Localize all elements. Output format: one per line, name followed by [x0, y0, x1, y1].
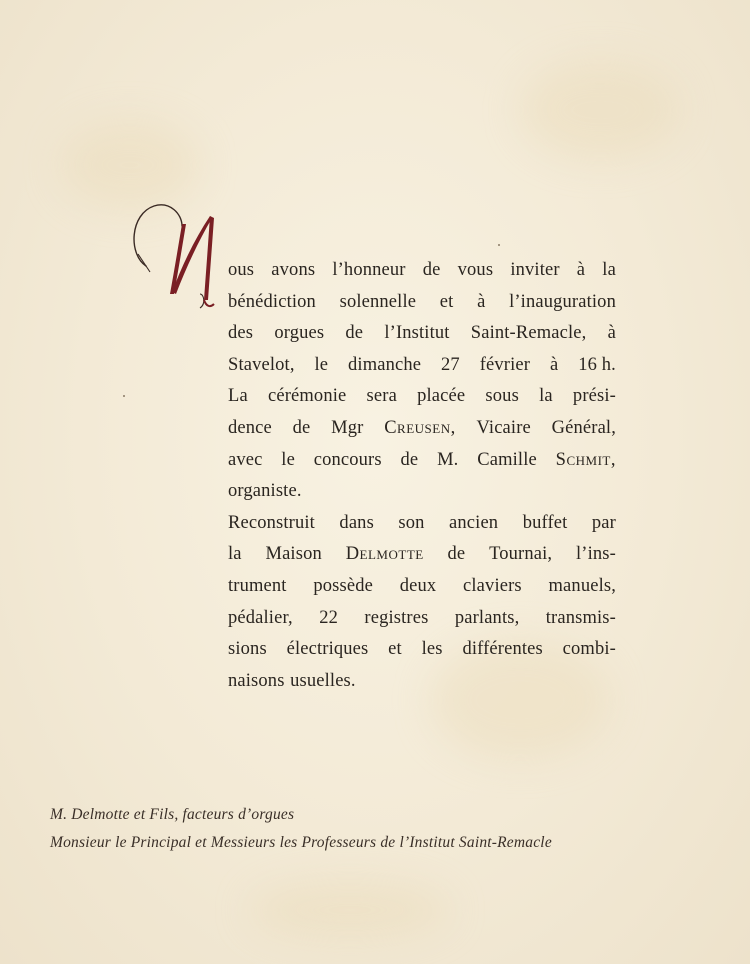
word: Tournai,: [489, 544, 553, 565]
word: le: [314, 354, 329, 375]
word: de: [345, 323, 364, 344]
paper-stain: [520, 60, 680, 160]
word: Général,: [551, 417, 616, 438]
word: cérémonie: [267, 386, 347, 407]
word: placée: [417, 386, 466, 407]
word: transmis-: [545, 607, 616, 628]
word: sous: [485, 386, 519, 407]
word: pédalier,: [228, 607, 293, 628]
text-line: [228, 445, 616, 477]
word: par: [591, 512, 616, 533]
word: les: [421, 639, 443, 660]
text-line: [228, 539, 616, 571]
word: Delmotte: [345, 544, 424, 565]
word: Reconstruit: [228, 512, 315, 533]
invitation-text: [228, 255, 616, 697]
word: le: [281, 449, 295, 470]
word: des: [228, 323, 254, 344]
word: inviter: [510, 260, 560, 280]
word: solennelle: [339, 291, 417, 312]
word: sera: [366, 386, 397, 407]
word: avec: [228, 449, 263, 470]
word: de: [292, 417, 311, 438]
word: Creusen,: [384, 417, 456, 438]
word: ancien: [449, 512, 499, 533]
word: l’ins-: [576, 544, 616, 565]
text-line: [228, 634, 616, 666]
word: buffet: [522, 512, 568, 533]
word: possède: [313, 575, 373, 596]
text-line: [228, 571, 616, 603]
paper-speck: [123, 395, 125, 397]
word: Schmit,: [555, 449, 616, 470]
word: dimanche: [348, 354, 422, 375]
word: ous: [228, 260, 255, 280]
text-line: [228, 666, 616, 698]
word: orgues: [274, 323, 325, 344]
word: à: [607, 323, 616, 344]
word: électriques: [286, 639, 369, 660]
word: 16 h.: [578, 354, 616, 375]
word: dence: [228, 417, 272, 438]
word: l’Institut: [384, 323, 450, 344]
word: organiste.: [228, 481, 302, 502]
word: trument: [228, 575, 287, 596]
word: de: [400, 449, 419, 470]
word: de: [422, 260, 441, 280]
text-line: [228, 603, 616, 635]
word: concours: [313, 449, 382, 470]
word: vous: [457, 260, 494, 280]
word: 27: [441, 354, 460, 375]
word: dans: [339, 512, 374, 533]
word: prési-: [572, 386, 616, 407]
word: manuels,: [548, 575, 616, 596]
word: et: [388, 639, 402, 660]
word: M.: [437, 449, 459, 470]
word: Saint-Remacle,: [470, 323, 587, 344]
text-line: [228, 287, 616, 319]
word: Camille: [477, 449, 537, 470]
word: à: [477, 291, 486, 312]
word: 22: [319, 607, 339, 628]
word: Maison: [265, 544, 322, 565]
text-line: [228, 476, 616, 508]
word: avons: [271, 260, 316, 280]
paper-speck: [498, 244, 500, 246]
word: Mgr: [331, 417, 364, 438]
word: de: [447, 544, 466, 565]
paper-stain: [250, 880, 450, 940]
text-line: [228, 508, 616, 540]
word: et: [439, 291, 454, 312]
word: deux: [399, 575, 437, 596]
word: usuelles.: [290, 670, 356, 691]
signature-institute: Monsieur le Principal et Messieurs les Professeurs de l’Institut Saint-Remacle: [50, 834, 552, 851]
word: la: [228, 544, 242, 565]
signature-organ-builders: M. Delmotte et Fils, facteurs d’orgues: [50, 806, 295, 823]
text-line: [228, 381, 616, 413]
text-line: [228, 413, 616, 445]
word: parlants,: [454, 607, 520, 628]
decorative-initial-n: [126, 196, 230, 314]
word: naisons: [228, 670, 285, 691]
word: bénédiction: [228, 291, 316, 312]
word: à: [549, 354, 559, 375]
word: Stavelot,: [228, 354, 295, 375]
word: son: [398, 512, 425, 533]
word: la: [539, 386, 553, 407]
text-line: [228, 255, 616, 287]
word: registres: [364, 607, 429, 628]
text-line: [228, 350, 616, 382]
word: combi-: [562, 639, 616, 660]
word: claviers: [463, 575, 522, 596]
word: l’honneur: [332, 260, 406, 280]
word: différentes: [462, 639, 543, 660]
word: La: [228, 386, 248, 407]
word: Vicaire: [476, 417, 531, 438]
word: la: [602, 260, 616, 280]
word: février: [479, 354, 531, 375]
word: l’inauguration: [509, 291, 616, 312]
word: à: [576, 260, 586, 280]
text-line: [228, 318, 616, 350]
word: sions: [228, 639, 267, 660]
